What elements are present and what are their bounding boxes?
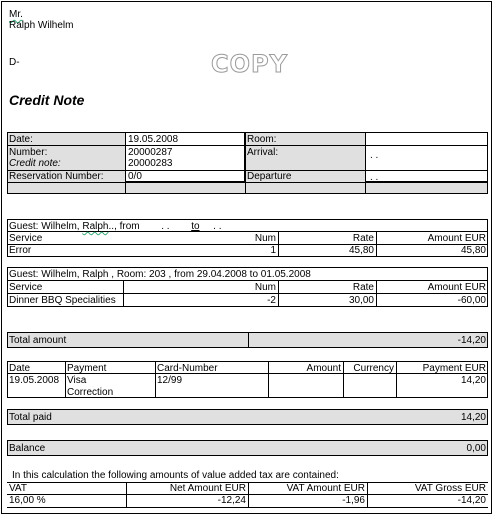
- guest2-amount: -60,00: [457, 295, 486, 306]
- document-title: Credit Note: [9, 92, 85, 108]
- vat-col-vat: VAT: [9, 483, 27, 494]
- guest2-header: Guest: Wilhelm, Ralph , Room: 203 , from 29.04.2008 to 01.05.2008: [9, 269, 311, 280]
- guest2-col-num: Num: [254, 282, 276, 293]
- balance-label: Balance: [9, 443, 46, 454]
- date-value: 19.05.2008: [128, 134, 179, 145]
- vat-col-net: Net Amount EUR: [169, 483, 246, 494]
- payment-col-currency: Currency: [353, 363, 394, 374]
- guest2-col-rate: Rate: [352, 282, 374, 293]
- guest2-col-amount: Amount EUR: [427, 282, 486, 293]
- number-value: 20000287: [128, 147, 173, 158]
- vat-gross: -14,20: [457, 495, 486, 506]
- total-amount-value: -14,20: [457, 335, 486, 346]
- arrival-value: . .: [370, 150, 379, 161]
- guest2-col-service: Service: [9, 282, 43, 293]
- vat-amount: -1,96: [342, 495, 365, 506]
- payment-date: 19.05.2008: [9, 375, 60, 386]
- copy-watermark: COPY: [211, 50, 288, 78]
- address-country: D-: [9, 57, 20, 68]
- date-label: Date:: [9, 134, 33, 145]
- total-amount-label: Total amount: [9, 335, 67, 346]
- payment-col-payment: Payment: [67, 363, 107, 374]
- guest1-num: 1: [270, 245, 276, 256]
- room-label: Room:: [247, 134, 277, 145]
- total-paid-value: 14,20: [460, 412, 486, 423]
- payment-col-card: Card-Number: [157, 363, 218, 374]
- guest2-service: Dinner BBQ Specialities: [9, 295, 116, 306]
- guest1-col-amount: Amount EUR: [427, 233, 486, 244]
- guest1-col-num: Num: [254, 233, 276, 244]
- payment-eur: 14,20: [460, 375, 486, 386]
- guest1-rate: 45,80: [348, 245, 374, 256]
- arrival-label: Arrival:: [247, 147, 279, 158]
- payment-col-amount: Amount: [306, 363, 341, 374]
- number-label: Number:: [9, 147, 48, 158]
- guest1-amount: 45,80: [460, 245, 486, 256]
- total-paid-label: Total paid: [9, 412, 52, 423]
- address-name: Ralph Wilhelm: [9, 20, 74, 31]
- vat-note: In this calculation the following amounts of value added tax are contained:: [12, 470, 339, 481]
- balance-value: 0,00: [466, 443, 486, 454]
- guest1-header: Guest: Wilhelm, Ralph.., from . . to . .: [9, 221, 222, 232]
- payment-col-payment-eur: Payment EUR: [422, 363, 486, 374]
- payment-col-date: Date: [9, 363, 31, 374]
- guest1-col-service: Service: [9, 233, 43, 244]
- reservation-value: 0/0: [128, 171, 142, 182]
- vat-net: -12,24: [217, 495, 246, 506]
- payment-card: 12/99: [157, 375, 183, 386]
- vat-rate: 16,00 %: [9, 495, 46, 506]
- credit-note-label: Credit note:: [9, 158, 61, 169]
- address-salutation: Mr.: [9, 9, 23, 20]
- guest1-col-rate: Rate: [352, 233, 374, 244]
- departure-value: . .: [370, 172, 379, 183]
- guest2-num: -2: [267, 295, 276, 306]
- guest1-service: Error: [9, 245, 32, 256]
- reservation-label: Reservation Number:: [9, 171, 104, 182]
- payment-method-line2: Correction: [67, 387, 114, 398]
- vat-col-gross: VAT Gross EUR: [414, 483, 486, 494]
- vat-col-vat-amount: VAT Amount EUR: [286, 483, 365, 494]
- guest2-rate: 30,00: [348, 295, 374, 306]
- credit-note-value: 20000283: [128, 158, 173, 169]
- payment-method-line1: Visa: [67, 375, 87, 386]
- departure-label: Departure: [247, 171, 292, 182]
